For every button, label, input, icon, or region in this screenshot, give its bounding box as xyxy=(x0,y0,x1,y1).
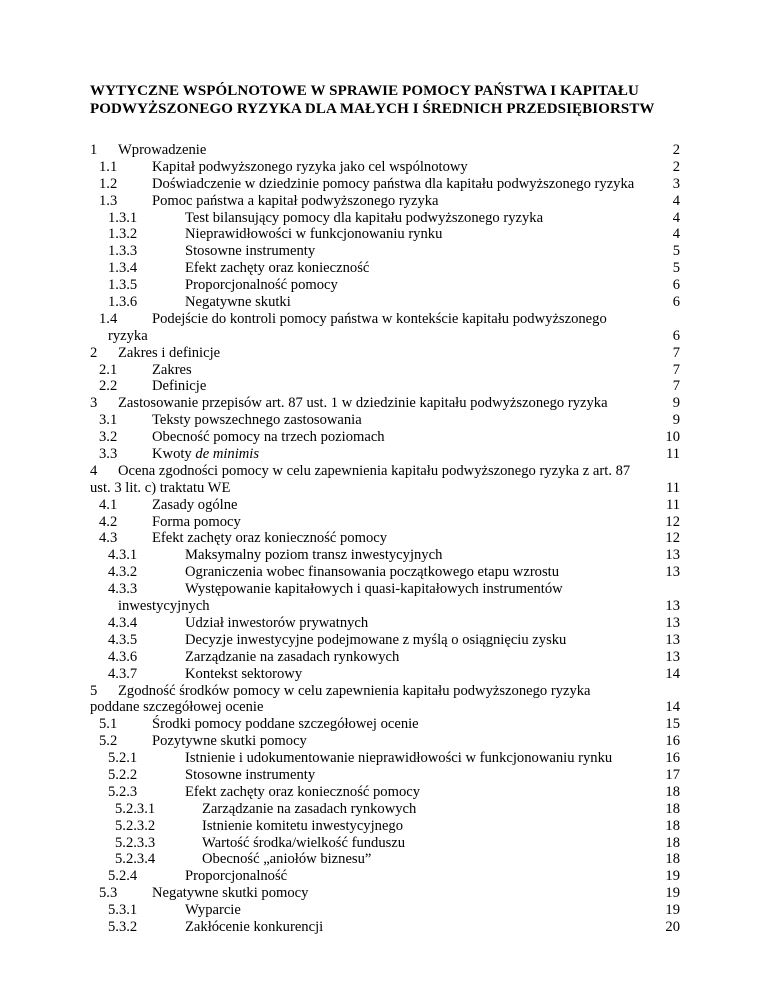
toc-entry[interactable] xyxy=(90,581,680,598)
toc-entry-title-text: Wyparcie xyxy=(185,902,241,919)
toc-entry-number: 1 xyxy=(90,142,98,158)
toc-entry[interactable] xyxy=(90,716,680,733)
toc-entry[interactable] xyxy=(90,294,680,311)
toc-entry[interactable] xyxy=(90,530,680,547)
toc-entry-page: 6 xyxy=(672,327,680,344)
toc-entry-title xyxy=(118,463,630,480)
toc-entry-page: 6 xyxy=(672,277,680,294)
toc-entry-title-text: Zarządzanie na zasadach rynkowych xyxy=(202,800,417,817)
toc-entry-page: 5 xyxy=(672,243,680,260)
toc-entry-title xyxy=(185,919,323,936)
toc-entry-number: 1.4 xyxy=(99,310,118,327)
toc-entry-title-text: Udział inwestorów prywatnych xyxy=(185,614,369,631)
toc-entry[interactable] xyxy=(90,226,680,243)
toc-entry[interactable] xyxy=(90,142,680,159)
toc-entry[interactable] xyxy=(90,176,680,193)
toc-entry-title-continued: inwestycyjnych xyxy=(118,598,210,615)
toc-entry-number: 1.1 xyxy=(99,158,118,175)
toc-entry-title xyxy=(152,429,385,446)
toc-entry-continuation xyxy=(90,699,680,716)
toc-entry[interactable] xyxy=(90,632,680,649)
toc-entry-title-text: Pozytywne skutki pomocy xyxy=(152,733,307,750)
toc-entry-continuation xyxy=(90,480,680,497)
toc-entry-number: 1.3 xyxy=(99,192,118,209)
toc-entry-title-text: Zakłócenie konkurencji xyxy=(185,918,324,935)
toc-entry-title xyxy=(152,497,238,514)
toc-entry-title-text: Ograniczenia wobec finansowania początkowego etapu wzrostu xyxy=(185,564,560,581)
title-line-1: WYTYCZNE WSPÓLNOTOWE W SPRAWIE POMOCY PAŃSTWA I KAPITAŁU xyxy=(90,83,639,99)
toc-entry-number: 5.2 xyxy=(99,733,118,750)
toc-entry-title-text: Nieprawidłowości w funkcjonowaniu rynku xyxy=(185,226,443,243)
toc-entry-title xyxy=(185,210,543,227)
toc-entry-page: 18 xyxy=(665,851,680,868)
toc-entry[interactable] xyxy=(90,277,680,294)
toc-entry-title-text: Zasady ogólne xyxy=(152,496,238,513)
toc-entry[interactable] xyxy=(90,649,680,666)
toc-entry[interactable] xyxy=(90,193,680,210)
toc-entry-number: 5.2.2 xyxy=(108,766,138,783)
toc-entry-page: 12 xyxy=(665,530,680,547)
toc-entry[interactable] xyxy=(90,497,680,514)
toc-entry-page: 4 xyxy=(672,209,680,226)
toc-entry-page: 3 xyxy=(672,175,680,192)
toc-entry-number: 1.3.4 xyxy=(108,260,138,277)
toc-entry-title-text: Maksymalny poziom transz inwestycyjnych xyxy=(185,547,443,564)
toc-entry-title-text: Istnienie komitetu inwestycyjnego xyxy=(202,817,404,834)
toc-entry-title-continued: ust. 3 lit. c) traktatu WE xyxy=(90,479,231,496)
toc-entry-title-continued: ryzyka xyxy=(108,327,148,344)
toc-entry-title-text: Wprowadzenie xyxy=(118,142,207,158)
toc-entry-title-text: Forma pomocy xyxy=(152,513,241,530)
toc-entry-number: 4.3 xyxy=(99,530,118,547)
toc-entry[interactable] xyxy=(90,210,680,227)
toc-entry-title xyxy=(185,547,442,564)
toc-entry-page: 14 xyxy=(665,665,680,682)
toc-entry-number: 5.2.3.3 xyxy=(115,834,156,851)
toc-entry-page: 20 xyxy=(665,918,680,935)
toc-entry[interactable] xyxy=(90,378,680,395)
toc-entry[interactable] xyxy=(90,868,680,885)
toc-entry-number: 4.3.1 xyxy=(108,547,138,564)
toc-entry-title-text: Zastosowanie przepisów art. 87 ust. 1 w dziedzinie kapitału podwyższonego ryzyka xyxy=(118,395,608,412)
toc-entry-title-text: Kontekst sektorowy xyxy=(185,665,303,682)
toc-entry-number: 3.1 xyxy=(99,412,118,429)
toc-entry-number: 4.3.4 xyxy=(108,614,138,631)
toc-entry[interactable] xyxy=(90,750,680,767)
toc-entry-number: 3.2 xyxy=(99,429,118,446)
toc-entry-number: 1.3.2 xyxy=(108,226,138,243)
toc-entry-title xyxy=(185,226,442,243)
toc-entry-page: 13 xyxy=(665,648,680,665)
title-line-2: PODWYŻSZONEGO RYZYKA DLA MAŁYCH I ŚREDNICH PRZEDSIĘBIORSTW xyxy=(90,101,655,117)
toc-entry-title-text: Teksty powszechnego zastosowania xyxy=(152,412,362,429)
toc-entry-title-text: Proporcjonalność pomocy xyxy=(185,277,338,294)
toc-entry-title-text: Definicje xyxy=(152,378,207,395)
toc-entry-title xyxy=(152,193,439,210)
toc-entry[interactable] xyxy=(90,412,680,429)
toc-entry[interactable] xyxy=(90,733,680,750)
toc-entry-title xyxy=(202,851,371,868)
toc-entry-title-text: Kapitał podwyższonego ryzyka jako cel wspólnotowy xyxy=(152,158,468,175)
toc-entry-number: 5.2.1 xyxy=(108,750,138,767)
toc-entry-title-text: Obecność „aniołów biznesu” xyxy=(202,851,372,868)
toc-entry-number: 5.2.3.2 xyxy=(115,817,156,834)
toc-entry-number: 4.2 xyxy=(99,513,118,530)
toc-entry-title xyxy=(185,564,559,581)
toc-entry-title xyxy=(202,801,416,818)
toc-entry-page: 18 xyxy=(665,817,680,834)
toc-entry-number: 4 xyxy=(90,462,98,479)
toc-entry[interactable] xyxy=(90,362,680,379)
toc-entry-continuation xyxy=(90,598,680,615)
toc-entry-title xyxy=(185,902,241,919)
document-title xyxy=(90,82,690,118)
toc-entry-page: 19 xyxy=(665,902,680,919)
toc-entry-title xyxy=(152,733,307,750)
toc-entry-page: 10 xyxy=(665,429,680,446)
toc-entry-page: 18 xyxy=(665,834,680,851)
toc-entry[interactable] xyxy=(90,801,680,818)
toc-entry-title-text: Zakres xyxy=(152,361,192,378)
toc-entry-title-text: Proporcjonalność xyxy=(185,868,288,885)
toc-entry-title xyxy=(118,395,608,412)
toc-entry-page: 11 xyxy=(665,446,680,463)
toc-entry-page: 13 xyxy=(665,614,680,631)
toc-entry-title-text: Negatywne skutki xyxy=(185,294,291,311)
toc-entry-number: 2.2 xyxy=(99,378,118,395)
toc-entry-title-text: Występowanie kapitałowych i quasi-kapitałowych instrumentów xyxy=(185,581,563,598)
toc-entry-title-text: Efekt zachęty oraz konieczność xyxy=(185,260,370,277)
toc-entry-title-text: Negatywne skutki pomocy xyxy=(152,885,309,902)
toc-entry-page: 7 xyxy=(672,344,680,361)
toc-entry-number: 3 xyxy=(90,395,98,412)
toc-entry-title-text: Środki pomocy poddane szczegółowej ocenie xyxy=(152,716,419,733)
toc-entry-title xyxy=(185,784,420,801)
toc-entry-title xyxy=(202,835,405,852)
toc-entry-title-text: Stosowne instrumenty xyxy=(185,243,316,260)
toc-entry-title xyxy=(185,294,291,311)
toc-entry-number: 4.3.7 xyxy=(108,665,138,682)
toc-entry-page: 16 xyxy=(665,733,680,750)
toc-entry-page: 4 xyxy=(672,192,680,209)
toc-entry-title-text: Zarządzanie na zasadach rynkowych xyxy=(185,648,400,665)
toc-entry-title xyxy=(152,446,259,463)
toc-entry-title xyxy=(152,311,607,328)
toc-entry-number: 1.3.1 xyxy=(108,209,138,226)
toc-entry-number: 4.3.6 xyxy=(108,648,138,665)
toc-entry-title xyxy=(185,277,338,294)
toc-entry-page: 9 xyxy=(672,412,680,429)
toc-entry[interactable] xyxy=(90,919,680,936)
toc-entry[interactable] xyxy=(90,547,680,564)
toc-entry-number: 5.2.3.4 xyxy=(115,851,156,868)
toc-entry-page: 18 xyxy=(665,783,680,800)
toc-entry[interactable] xyxy=(90,311,680,328)
toc-entry-title xyxy=(185,243,315,260)
toc-entry-title-text: Obecność pomocy na trzech poziomach xyxy=(152,429,385,446)
toc-entry-number: 1.3.3 xyxy=(108,243,138,260)
toc-entry-page: 19 xyxy=(665,868,680,885)
toc-entry-page: 13 xyxy=(665,631,680,648)
toc-entry-page: 18 xyxy=(665,800,680,817)
toc-entry-title xyxy=(185,615,368,632)
toc-entry-page: 13 xyxy=(665,598,680,615)
toc-entry-number: 5.2.4 xyxy=(108,868,138,885)
toc-entry-title-text: Test bilansujący pomocy dla kapitału podwyższonego ryzyka xyxy=(185,209,544,226)
toc-entry[interactable] xyxy=(90,683,680,700)
toc-entry[interactable] xyxy=(90,835,680,852)
toc-entry-page: 9 xyxy=(672,395,680,412)
toc-entry[interactable] xyxy=(90,666,680,683)
toc-entry[interactable] xyxy=(90,429,680,446)
toc-entry-title-text: Podejście do kontroli pomocy państwa w kontekście kapitału podwyższonego xyxy=(152,310,607,327)
toc-entry-number: 5.2.3 xyxy=(108,783,138,800)
toc-entry[interactable] xyxy=(90,345,680,362)
toc-entry-title-text: Wartość środka/wielkość funduszu xyxy=(202,834,406,851)
toc-entry-title-text: Zgodność środków pomocy w celu zapewnienia kapitału podwyższonego ryzyka xyxy=(118,682,591,699)
toc-entry-page: 17 xyxy=(665,766,680,783)
toc-entry-title xyxy=(185,260,369,277)
toc-entry-number: 5.2.3.1 xyxy=(115,800,156,817)
toc-entry-title xyxy=(185,767,315,784)
toc-entry-page: 4 xyxy=(672,226,680,243)
toc-entry-number: 1.2 xyxy=(99,175,118,192)
toc-entry-number: 5.3.2 xyxy=(108,918,138,935)
toc-entry-continuation xyxy=(90,328,680,345)
toc-entry[interactable] xyxy=(90,159,680,176)
toc-entry-title-text: Ocena zgodności pomocy w celu zapewnienia kapitału podwyższonego ryzyka z art. 87 xyxy=(118,462,631,479)
toc-entry-page: 5 xyxy=(672,260,680,277)
toc-entry-title-text: Zakres i definicje xyxy=(118,344,221,361)
toc-entry-title xyxy=(152,514,241,531)
toc-entry-title xyxy=(185,649,399,666)
toc-entry-title xyxy=(152,378,206,395)
toc-entry-title xyxy=(152,716,419,733)
toc-entry-number: 4.1 xyxy=(99,496,118,513)
toc-entry-title xyxy=(152,176,634,193)
toc-entry-title-text: Decyzje inwestycyjne podejmowane z myślą o osiągnięciu zysku xyxy=(185,631,567,648)
toc-entry[interactable] xyxy=(90,615,680,632)
toc-entry-page: 15 xyxy=(665,716,680,733)
toc-entry-title xyxy=(118,345,220,362)
toc-entry-title-text: Efekt zachęty oraz konieczność pomocy xyxy=(185,783,421,800)
toc-entry-page: 11 xyxy=(665,479,680,496)
toc-entry-page: 11 xyxy=(665,496,680,513)
toc-entry-title-italic: de minimis xyxy=(195,446,260,463)
toc-entry-page: 6 xyxy=(672,294,680,311)
toc-entry[interactable] xyxy=(90,767,680,784)
toc-entry-page: 2 xyxy=(672,158,680,175)
toc-entry-number: 2 xyxy=(90,344,98,361)
toc-entry-number: 5.3.1 xyxy=(108,902,138,919)
toc-entry[interactable] xyxy=(90,243,680,260)
toc-entry-page: 7 xyxy=(672,361,680,378)
toc-entry-page: 13 xyxy=(665,547,680,564)
toc-entry-title xyxy=(185,750,612,767)
toc-entry-title xyxy=(185,632,566,649)
toc-entry-title-text: Stosowne instrumenty xyxy=(185,766,316,783)
toc-entry[interactable] xyxy=(90,395,680,412)
toc-entry-title xyxy=(152,159,468,176)
toc-entry-page: 13 xyxy=(665,564,680,581)
toc-entry-title xyxy=(152,885,308,902)
toc-entry-number: 5.1 xyxy=(99,716,118,733)
toc-entry-number: 1.3.5 xyxy=(108,277,138,294)
toc-entry[interactable] xyxy=(90,446,680,463)
toc-entry[interactable] xyxy=(90,463,680,480)
toc-entry-number: 5 xyxy=(90,682,98,699)
toc-entry[interactable] xyxy=(90,818,680,835)
toc-entry-title xyxy=(152,362,192,379)
toc-entry-number: 3.3 xyxy=(99,446,118,463)
toc-entry-title-text: Pomoc państwa a kapitał podwyższonego ryzyka xyxy=(152,192,439,209)
toc-entry[interactable] xyxy=(90,514,680,531)
toc-entry-title xyxy=(118,142,206,159)
toc-entry-title-text: Efekt zachęty oraz konieczność pomocy xyxy=(152,530,388,547)
toc-entry-title xyxy=(152,530,387,547)
toc-entry-number: 2.1 xyxy=(99,361,118,378)
toc-entry-title xyxy=(152,412,362,429)
toc-entry[interactable] xyxy=(90,902,680,919)
toc-entry-number: 4.3.3 xyxy=(108,581,138,598)
toc-entry-number: 4.3.5 xyxy=(108,631,138,648)
toc-entry-title xyxy=(118,683,591,700)
toc-entry-title xyxy=(185,868,287,885)
toc-entry-number: 5.3 xyxy=(99,885,118,902)
toc-entry-page: 16 xyxy=(665,750,680,767)
toc-entry-page: 2 xyxy=(672,142,680,158)
toc-entry-number: 4.3.2 xyxy=(108,564,138,581)
toc-entry[interactable] xyxy=(90,885,680,902)
toc-entry-page: 7 xyxy=(672,378,680,395)
toc-entry-title xyxy=(202,818,403,835)
toc-entry-number: 1.3.6 xyxy=(108,294,138,311)
table-of-contents xyxy=(90,142,680,936)
toc-entry[interactable] xyxy=(90,260,680,277)
toc-entry-page: 14 xyxy=(665,699,680,716)
toc-entry[interactable] xyxy=(90,564,680,581)
toc-entry-title-text: Istnienie i udokumentowanie nieprawidłowości w funkcjonowaniu rynku xyxy=(185,750,613,767)
toc-entry-page: 12 xyxy=(665,513,680,530)
toc-entry-title-text: Kwoty xyxy=(152,446,196,463)
toc-entry-title xyxy=(185,666,302,683)
toc-entry-title-continued: poddane szczegółowej ocenie xyxy=(90,699,264,716)
toc-entry-title-text: Doświadczenie w dziedzinie pomocy państwa dla kapitału podwyższonego ryzyka xyxy=(152,175,635,192)
toc-entry-title xyxy=(185,581,563,598)
toc-entry-page: 19 xyxy=(665,885,680,902)
toc-entry[interactable] xyxy=(90,851,680,868)
toc-entry[interactable] xyxy=(90,784,680,801)
